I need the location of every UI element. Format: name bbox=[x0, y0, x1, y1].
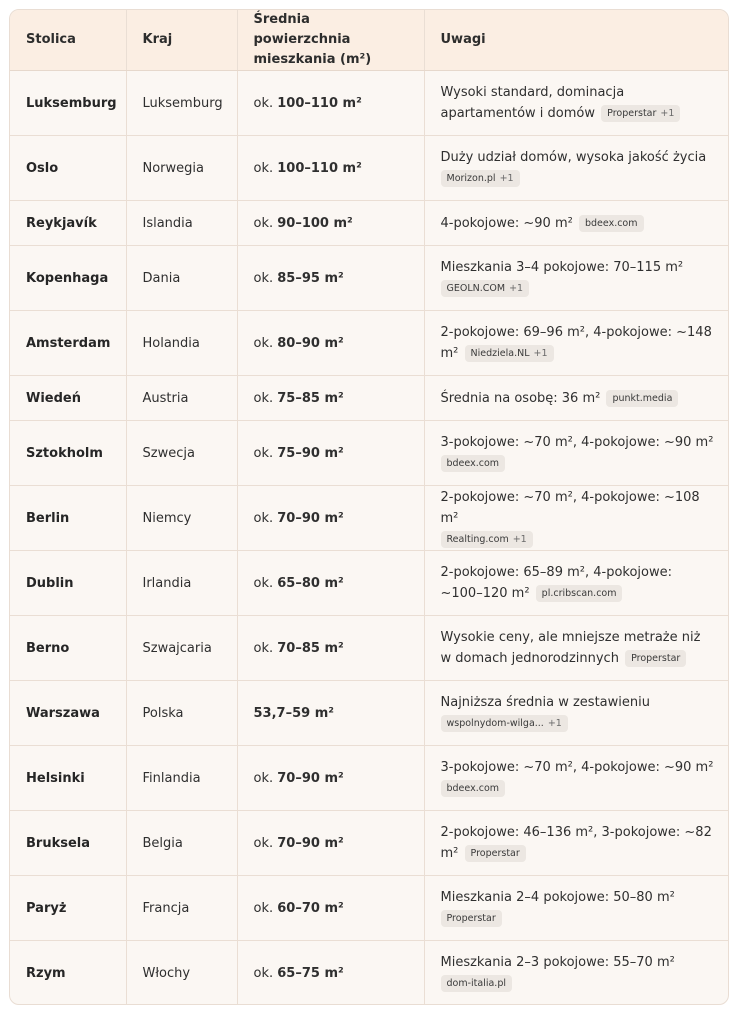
area-value: 70–90 m² bbox=[277, 510, 344, 526]
note-text: Mieszkania 2–3 pokojowe: 55–70 m² bbox=[440, 955, 675, 971]
cell-area bbox=[237, 746, 424, 811]
note-text: 4-pokojowe: ~90 m² bbox=[440, 215, 573, 231]
source-more-count: +1 bbox=[660, 108, 675, 119]
area-value: 100–110 m² bbox=[277, 160, 362, 176]
area-prefix: ok. bbox=[253, 900, 278, 916]
cell-notes bbox=[424, 71, 728, 136]
source-name: bdeex.com bbox=[446, 783, 500, 794]
cell-country: Francja bbox=[126, 876, 237, 941]
cell-notes bbox=[424, 311, 728, 376]
cell-area bbox=[237, 311, 424, 376]
area-value: 70–90 m² bbox=[277, 770, 344, 786]
capitals-table-card bbox=[9, 9, 729, 1005]
capitals-table bbox=[10, 10, 728, 1005]
cell-notes bbox=[424, 421, 728, 486]
source-more-count: +1 bbox=[499, 173, 514, 184]
area-prefix: ok. bbox=[253, 270, 278, 286]
note-text: Duży udział domów, wysoka jakość życia bbox=[440, 150, 707, 165]
table-row bbox=[10, 681, 728, 746]
cell-area bbox=[237, 616, 424, 681]
area-value: 53,7–59 m² bbox=[253, 705, 334, 721]
cell-capital: Berlin bbox=[10, 486, 126, 551]
cell-area bbox=[237, 941, 424, 1006]
source-badge[interactable] bbox=[441, 455, 506, 472]
area-value: 100–110 m² bbox=[277, 95, 362, 111]
source-badge[interactable] bbox=[465, 845, 526, 862]
cell-area bbox=[237, 201, 424, 246]
area-value: 75–85 m² bbox=[277, 390, 344, 406]
source-name: Properstar bbox=[631, 653, 681, 664]
cell-country: Luksemburg bbox=[126, 71, 237, 136]
area-prefix: ok. bbox=[253, 965, 278, 981]
cell-country: Szwecja bbox=[126, 421, 237, 486]
source-badge[interactable] bbox=[441, 910, 502, 927]
source-badge[interactable] bbox=[465, 345, 554, 362]
source-name: GEOLN.COM bbox=[446, 283, 506, 294]
cell-country: Norwegia bbox=[126, 136, 237, 201]
cell-area bbox=[237, 71, 424, 136]
note-text: Wysokie ceny, ale mniejsze metraże niż w domach jednorodzinnych bbox=[440, 630, 701, 666]
source-name: Properstar bbox=[470, 848, 520, 859]
source-more-count: +1 bbox=[509, 283, 524, 294]
cell-area bbox=[237, 551, 424, 616]
cell-country: Polska bbox=[126, 681, 237, 746]
cell-notes bbox=[424, 551, 728, 616]
cell-capital: Amsterdam bbox=[10, 311, 126, 376]
cell-notes bbox=[424, 201, 728, 246]
note-text: Wysoki standard, dominacja apartamentów i domów bbox=[440, 85, 625, 121]
table-row bbox=[10, 616, 728, 681]
cell-notes bbox=[424, 941, 728, 1006]
cell-notes bbox=[424, 246, 728, 311]
header-notes: Uwagi bbox=[424, 10, 728, 71]
area-value: 65–80 m² bbox=[277, 575, 344, 591]
cell-capital: Berno bbox=[10, 616, 126, 681]
table-row bbox=[10, 136, 728, 201]
header-area: Średnia powierzchnia mieszkania (m²) bbox=[237, 10, 424, 71]
cell-capital: Warszawa bbox=[10, 681, 126, 746]
note-text: Mieszkania 2–4 pokojowe: 50–80 m² bbox=[440, 890, 675, 905]
cell-capital: Helsinki bbox=[10, 746, 126, 811]
cell-area bbox=[237, 376, 424, 421]
cell-capital: Wiedeń bbox=[10, 376, 126, 421]
table-row bbox=[10, 876, 728, 941]
area-value: 85–95 m² bbox=[277, 270, 344, 286]
area-prefix: ok. bbox=[253, 390, 278, 406]
cell-notes bbox=[424, 376, 728, 421]
table-row bbox=[10, 941, 728, 1006]
cell-notes bbox=[424, 486, 728, 551]
source-badge[interactable] bbox=[441, 531, 533, 548]
source-more-count: +1 bbox=[512, 533, 527, 545]
table-row bbox=[10, 421, 728, 486]
source-more-count: +1 bbox=[547, 718, 562, 729]
table-row bbox=[10, 246, 728, 311]
source-name: punkt.media bbox=[612, 392, 673, 404]
note-text: 2-pokojowe: 65–89 m², 4-pokojowe: ~100–120 m² bbox=[440, 565, 673, 601]
cell-area bbox=[237, 246, 424, 311]
source-name: Morizon.pl bbox=[446, 173, 496, 184]
source-badge[interactable] bbox=[441, 170, 520, 187]
source-name: bdeex.com bbox=[584, 217, 638, 229]
cell-country: Islandia bbox=[126, 201, 237, 246]
source-badge[interactable] bbox=[625, 650, 686, 667]
cell-area bbox=[237, 136, 424, 201]
source-name: Properstar bbox=[446, 913, 496, 924]
table-row bbox=[10, 746, 728, 811]
area-value: 70–90 m² bbox=[277, 835, 344, 851]
cell-country: Irlandia bbox=[126, 551, 237, 616]
cell-area bbox=[237, 486, 424, 551]
note-text: Mieszkania 3–4 pokojowe: 70–115 m² bbox=[440, 260, 684, 275]
table-header-row bbox=[10, 10, 728, 71]
source-name: pl.cribscan.com bbox=[541, 588, 617, 599]
source-badge[interactable] bbox=[441, 715, 568, 732]
cell-country: Niemcy bbox=[126, 486, 237, 551]
table-row bbox=[10, 311, 728, 376]
cell-notes bbox=[424, 876, 728, 941]
table-row bbox=[10, 376, 728, 421]
source-more-count: +1 bbox=[533, 348, 548, 359]
cell-capital: Luksemburg bbox=[10, 71, 126, 136]
area-prefix: ok. bbox=[253, 510, 278, 526]
note-text: Najniższa średnia w zestawieniu bbox=[440, 695, 650, 710]
area-value: 75–90 m² bbox=[277, 445, 344, 461]
note-text: Średnia na osobę: 36 m² bbox=[440, 390, 601, 406]
table-row bbox=[10, 71, 728, 136]
source-badge[interactable] bbox=[441, 780, 506, 797]
note-text: 3-pokojowe: ~70 m², 4-pokojowe: ~90 m² bbox=[440, 435, 714, 450]
source-badge[interactable] bbox=[441, 280, 530, 297]
header-country: Kraj bbox=[126, 10, 237, 71]
area-prefix: ok. bbox=[253, 215, 278, 231]
cell-country: Szwajcaria bbox=[126, 616, 237, 681]
cell-notes bbox=[424, 746, 728, 811]
cell-area bbox=[237, 681, 424, 746]
cell-notes bbox=[424, 136, 728, 201]
table-row bbox=[10, 486, 728, 551]
area-prefix: ok. bbox=[253, 835, 278, 851]
table-row bbox=[10, 811, 728, 876]
cell-country: Finlandia bbox=[126, 746, 237, 811]
source-name: Properstar bbox=[607, 108, 657, 119]
cell-notes bbox=[424, 811, 728, 876]
source-badge[interactable] bbox=[579, 215, 644, 232]
cell-country: Austria bbox=[126, 376, 237, 421]
area-value: 65–75 m² bbox=[277, 965, 344, 981]
header-capital: Stolica bbox=[10, 10, 126, 71]
area-prefix: ok. bbox=[253, 160, 278, 176]
source-name: bdeex.com bbox=[446, 458, 500, 469]
note-text: 2-pokojowe: ~70 m², 4-pokojowe: ~108 m² bbox=[440, 489, 700, 526]
cell-notes bbox=[424, 616, 728, 681]
source-name: Realting.com bbox=[446, 533, 509, 545]
cell-area bbox=[237, 811, 424, 876]
cell-notes bbox=[424, 681, 728, 746]
cell-capital: Sztokholm bbox=[10, 421, 126, 486]
table-row bbox=[10, 551, 728, 616]
area-value: 70–85 m² bbox=[277, 640, 344, 656]
table-row bbox=[10, 201, 728, 246]
cell-capital: Dublin bbox=[10, 551, 126, 616]
area-value: 80–90 m² bbox=[277, 335, 344, 351]
area-prefix: ok. bbox=[253, 575, 278, 591]
area-prefix: ok. bbox=[253, 445, 278, 461]
cell-capital: Reykjavík bbox=[10, 201, 126, 246]
source-name: Niedziela.NL bbox=[470, 348, 530, 359]
cell-capital: Bruksela bbox=[10, 811, 126, 876]
source-badge[interactable] bbox=[601, 105, 680, 122]
source-badge[interactable] bbox=[536, 585, 623, 602]
area-prefix: ok. bbox=[253, 95, 278, 111]
cell-country: Dania bbox=[126, 246, 237, 311]
source-name: wspolnydom-wilga... bbox=[446, 718, 544, 729]
cell-capital: Kopenhaga bbox=[10, 246, 126, 311]
note-text: 3-pokojowe: ~70 m², 4-pokojowe: ~90 m² bbox=[440, 760, 714, 775]
cell-capital: Rzym bbox=[10, 941, 126, 1006]
source-badge[interactable] bbox=[606, 390, 678, 407]
note-text: 2-pokojowe: 46–136 m², 3-pokojowe: ~82 m² bbox=[440, 825, 712, 861]
cell-country: Holandia bbox=[126, 311, 237, 376]
source-badge[interactable] bbox=[441, 975, 513, 992]
cell-capital: Paryż bbox=[10, 876, 126, 941]
cell-country: Włochy bbox=[126, 941, 237, 1006]
note-text: 2-pokojowe: 69–96 m², 4-pokojowe: ~148 m² bbox=[440, 325, 712, 361]
source-name: dom-italia.pl bbox=[446, 978, 507, 990]
cell-area bbox=[237, 421, 424, 486]
area-value: 60–70 m² bbox=[277, 900, 344, 916]
cell-area bbox=[237, 876, 424, 941]
area-prefix: ok. bbox=[253, 335, 278, 351]
area-value: 90–100 m² bbox=[277, 215, 353, 231]
cell-country: Belgia bbox=[126, 811, 237, 876]
cell-capital: Oslo bbox=[10, 136, 126, 201]
area-prefix: ok. bbox=[253, 640, 278, 656]
area-prefix: ok. bbox=[253, 770, 278, 786]
